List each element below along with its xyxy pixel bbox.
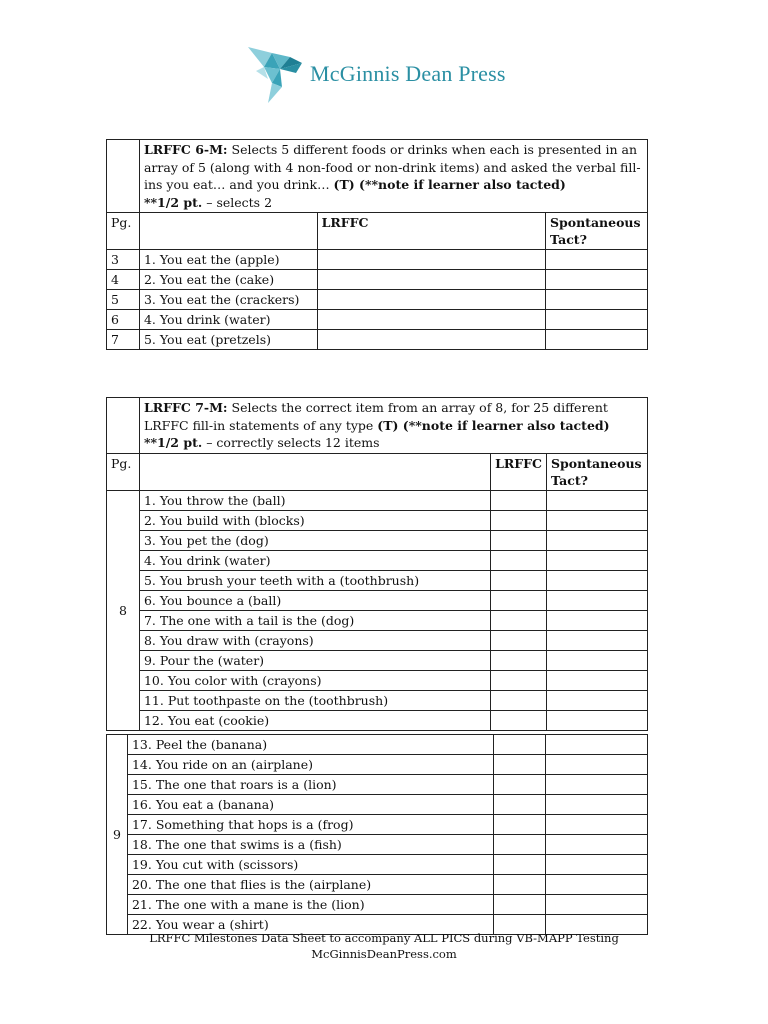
footer-caption: LRFFC Milestones Data Sheet to accompany ALL PICS during VB-MAPP Testing	[149, 931, 619, 945]
lrffc-cell[interactable]	[494, 775, 546, 795]
tact-cell[interactable]	[545, 250, 647, 270]
table-row: 22. You wear a (shirt)	[127, 915, 493, 935]
page-number: 6	[107, 310, 140, 330]
lrffc-cell[interactable]	[317, 330, 545, 350]
table-row: 7. The one with a tail is the (dog)	[139, 610, 490, 630]
bird-logo-icon	[246, 43, 308, 105]
table-row: 4. You drink (water)	[139, 310, 317, 330]
table-row: 4. You drink (water)	[139, 550, 490, 570]
lrffc-cell[interactable]	[317, 290, 545, 310]
tact-cell[interactable]	[547, 650, 648, 670]
col-header-tact: Spontaneous Tact?	[547, 453, 648, 490]
tact-cell[interactable]	[546, 775, 648, 795]
col-header-lrffc: LRFFC	[491, 453, 547, 490]
tact-cell[interactable]	[545, 290, 647, 310]
lrffc-cell[interactable]	[491, 510, 547, 530]
lrffc-cell[interactable]	[494, 855, 546, 875]
table-row: 3. You pet the (dog)	[139, 530, 490, 550]
tact-cell[interactable]	[547, 510, 648, 530]
tact-cell[interactable]	[547, 550, 648, 570]
lrffc-cell[interactable]	[491, 710, 547, 730]
table-row: 6. You bounce a (ball)	[139, 590, 490, 610]
lrffc-cell[interactable]	[491, 670, 547, 690]
table-row: 18. The one that swims is a (fish)	[127, 835, 493, 855]
col-header-pg: Pg.	[107, 453, 140, 490]
table-row: 15. The one that roars is a (lion)	[127, 775, 493, 795]
tact-cell[interactable]	[547, 610, 648, 630]
page-footer	[0, 930, 768, 962]
tact-cell[interactable]	[545, 270, 647, 290]
lrffc-cell[interactable]	[494, 735, 546, 755]
tact-cell[interactable]	[546, 835, 648, 855]
lrffc-cell[interactable]	[494, 755, 546, 775]
lrffc-cell[interactable]	[317, 250, 545, 270]
tact-cell[interactable]	[547, 490, 648, 510]
table-row: 16. You eat a (banana)	[127, 795, 493, 815]
table-row: 3. You eat the (crackers)	[139, 290, 317, 310]
col-header-tact: Spontaneous Tact?	[545, 213, 647, 250]
footer-website: McGinnisDeanPress.com	[311, 947, 457, 961]
lrffc-cell[interactable]	[494, 835, 546, 855]
table-row: 17. Something that hops is a (frog)	[127, 815, 493, 835]
tact-cell[interactable]	[546, 755, 648, 775]
table-row: 5. You eat (pretzels)	[139, 330, 317, 350]
brand-name: McGinnis Dean Press	[310, 61, 506, 86]
table-row: 1. You throw the (ball)	[139, 490, 490, 510]
table-row: 2. You build with (blocks)	[139, 510, 490, 530]
table-row: 13. Peel the (banana)	[127, 735, 493, 755]
tact-cell[interactable]	[546, 875, 648, 895]
lrffc-cell[interactable]	[494, 895, 546, 915]
tact-cell[interactable]	[546, 795, 648, 815]
tact-cell[interactable]	[546, 855, 648, 875]
tact-cell[interactable]	[547, 630, 648, 650]
col-header-pg: Pg.	[107, 213, 140, 250]
tact-cell[interactable]	[547, 690, 648, 710]
lrffc-6m-description: LRFFC 6-M: Selects 5 different foods or drinks when each is presented in an array of 5 (along with 4 non-food or non-drink items) and asked the verbal fill-ins you eat… and you drink… (T) (**note if learner also tacted) **1/2 pt. – selects 2	[139, 140, 647, 213]
page-number: 4	[107, 270, 140, 290]
lrffc-cell[interactable]	[491, 490, 547, 510]
lrffc-cell[interactable]	[491, 610, 547, 630]
table-row: 12. You eat (cookie)	[139, 710, 490, 730]
lrffc-cell[interactable]	[494, 875, 546, 895]
lrffc-7m-table	[106, 397, 648, 731]
lrffc-cell[interactable]	[491, 630, 547, 650]
tact-cell[interactable]	[546, 895, 648, 915]
page-number: 7	[107, 330, 140, 350]
tact-cell[interactable]	[545, 310, 647, 330]
table-row: 10. You color with (crayons)	[139, 670, 490, 690]
lrffc-cell[interactable]	[491, 570, 547, 590]
lrffc-cell[interactable]	[494, 795, 546, 815]
lrffc-6m-table	[106, 139, 648, 350]
table-row: 21. The one with a mane is the (lion)	[127, 895, 493, 915]
lrffc-cell[interactable]	[491, 690, 547, 710]
tact-cell[interactable]	[547, 670, 648, 690]
tact-cell[interactable]	[546, 735, 648, 755]
lrffc-cell[interactable]	[317, 310, 545, 330]
page-number: 5	[107, 290, 140, 310]
table-row: 2. You eat the (cake)	[139, 270, 317, 290]
table-row: 14. You ride on an (airplane)	[127, 755, 493, 775]
lrffc-cell[interactable]	[491, 650, 547, 670]
lrffc-cell[interactable]	[491, 550, 547, 570]
table-row: 20. The one that flies is the (airplane)	[127, 875, 493, 895]
table-row: 1. You eat the (apple)	[139, 250, 317, 270]
col-header-lrffc: LRFFC	[317, 213, 545, 250]
page-number: 8	[107, 490, 140, 730]
page-number: 9	[107, 735, 128, 935]
lrffc-cell[interactable]	[491, 530, 547, 550]
table-row: 9. Pour the (water)	[139, 650, 490, 670]
tact-cell[interactable]	[547, 590, 648, 610]
lrffc-cell[interactable]	[491, 590, 547, 610]
table-row: 11. Put toothpaste on the (toothbrush)	[139, 690, 490, 710]
tact-cell[interactable]	[545, 330, 647, 350]
brand-logo	[246, 42, 506, 106]
tact-cell[interactable]	[547, 710, 648, 730]
tact-cell[interactable]	[547, 570, 648, 590]
page-number: 3	[107, 250, 140, 270]
lrffc-7m-continued-table	[106, 734, 648, 935]
lrffc-cell[interactable]	[494, 815, 546, 835]
table-row: 5. You brush your teeth with a (toothbrush)	[139, 570, 490, 590]
lrffc-cell[interactable]	[317, 270, 545, 290]
table-row: 19. You cut with (scissors)	[127, 855, 493, 875]
lrffc-7m-description: LRFFC 7-M: Selects the correct item from an array of 8, for 25 different LRFFC fill-in statements of any type (T) (**note if learner also tacted) **1/2 pt. – correctly selects 12 items	[139, 398, 647, 454]
tact-cell[interactable]	[547, 530, 648, 550]
table-row: 8. You draw with (crayons)	[139, 630, 490, 650]
tact-cell[interactable]	[546, 815, 648, 835]
